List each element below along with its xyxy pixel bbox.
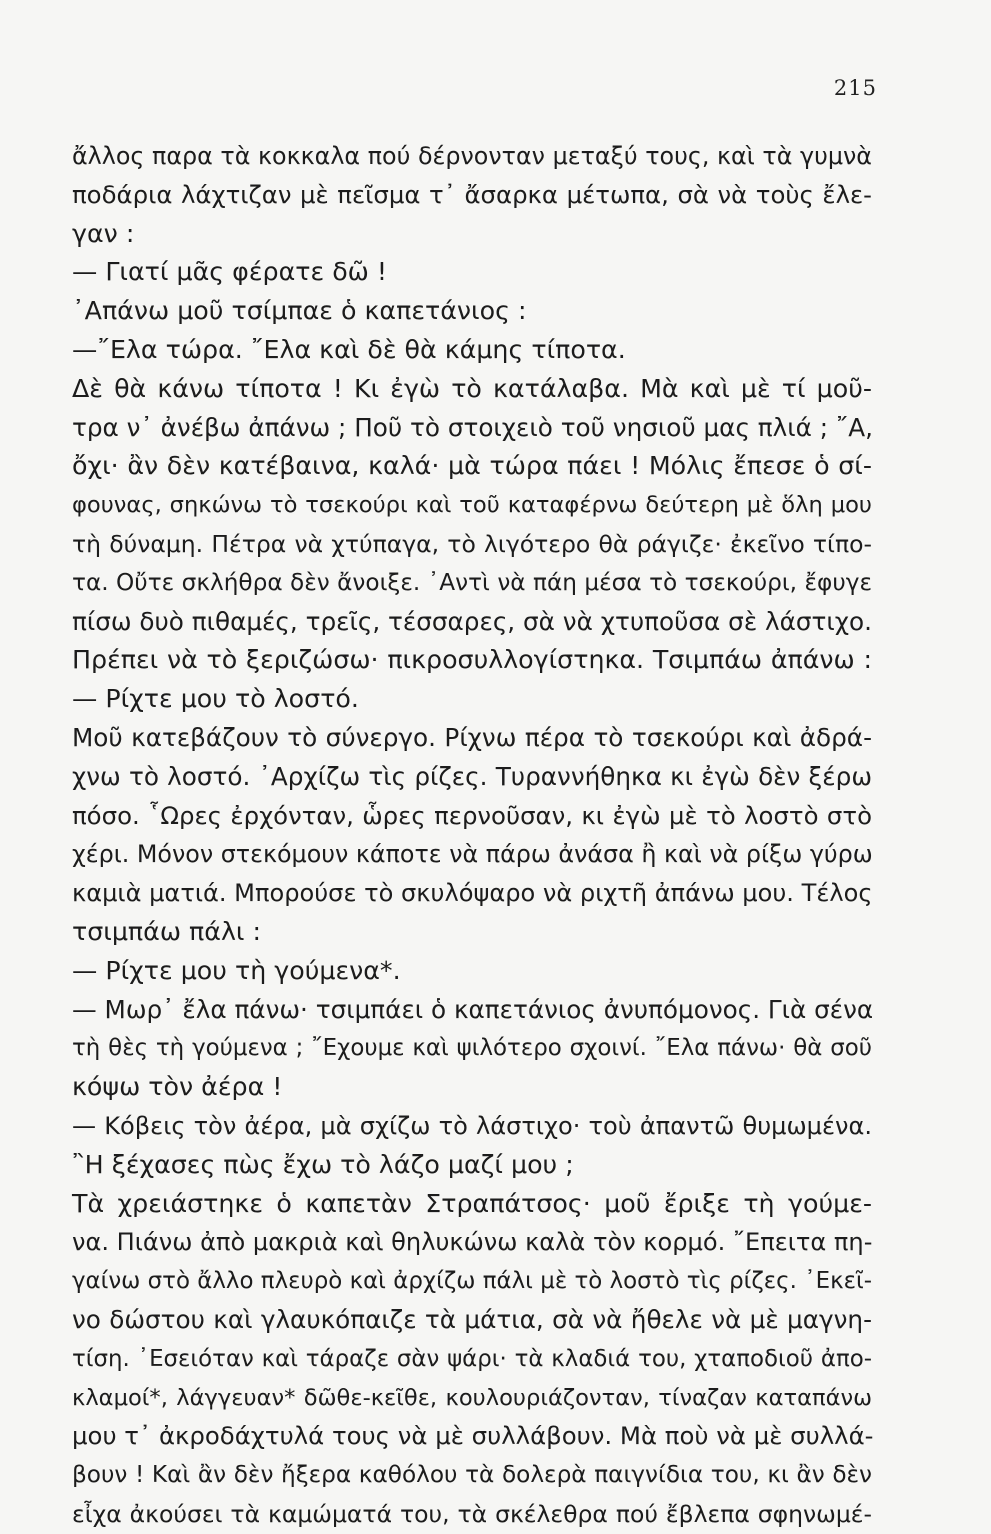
text-line: — Μωρ᾽ ἔλα πάνω· τσιμπάει ὁ καπετάνιος ἀνυπόμονος. Γιὰ σένα	[72, 994, 874, 1024]
text-line: να. Πιάνω ἀπὸ μακριὰ καὶ θηλυκώνω καλὰ τὸν κορμό. ῎Επειτα πη-	[72, 1228, 873, 1257]
text-line: γαίνω στὸ ἄλλο πλευρὸ καὶ ἀρχίζω πάλι μὲ τὸ λοστὸ τὶς ρίζες. ᾽Εκεῖ-	[72, 1268, 872, 1295]
text-line: — Κόβεις τὸν ἀέρα, μὰ σχίζω τὸ λάστιχο· τοὺ ἀπαντῶ θυμωμένα.	[72, 1111, 872, 1140]
text-line: τίση. ᾽Εσειόταν καὶ τάραζε σὰν ψάρι· τὰ κλαδιά του, χταποδιοῦ ἀπο-	[72, 1345, 872, 1372]
text-line: —῎Ελα τώρα. ῎Ελα καὶ δὲ θὰ κάμης τίποτα.	[72, 334, 626, 364]
text-line: χνω τὸ λοστό. ᾽Αρχίζω τὶς ρίζες. Τυραννήθηκα κι ἐγὼ δὲν ξέρω	[72, 761, 872, 791]
text-line: εἶχα ἀκούσει τὰ καμώματά του, τὰ σκέλεθρα πού ἔβλεπα σφηνωμέ-	[72, 1499, 872, 1528]
text-line: Μοῦ κατεβάζουν τὸ σύνεργο. Ρίχνω πέρα τὸ τσεκούρι καὶ ἀδρά-	[72, 722, 872, 752]
text-line: μου τ᾽ ἀκροδάχτυλά τους νὰ μὲ συλλάβουν. Μὰ ποὺ νὰ μὲ συλλά-	[72, 1421, 874, 1451]
text-line: πίσω δυὸ πιθαμές, τρεῖς, τέσσαρες, σὰ νὰ χτυποῦσα σὲ λάστιχο.	[72, 606, 872, 636]
text-line: πόσο. ῟Ωρες ἐρχόνταν, ὧρες περνοῦσαν, κι ἐγὼ μὲ τὸ λοστὸ στὸ	[72, 800, 872, 830]
text-line: κλαμοί*, λάγγευαν* δῶθε-κεῖθε, κουλουριάζονταν, τίναζαν καταπάνω	[72, 1384, 872, 1411]
text-line: ὄχι· ἂν δὲν κατέβαινα, καλά· μὰ τώρα πάει ! Μόλις ἔπεσε ὁ σί-	[72, 451, 872, 481]
text-line: χέρι. Μόνον στεκόμουν κάποτε νὰ πάρω ἀνάσα ἢ καὶ νὰ ρίξω γύρω	[72, 840, 873, 869]
page-number: 215	[833, 76, 877, 100]
text-line: ποδάρια λάχτιζαν μὲ πεῖσμα τ᾽ ἄσαρκα μέτωπα, σὰ νὰ τοὺς ἔλε-	[72, 179, 872, 209]
text-line: γαν :	[72, 218, 135, 248]
text-line: καμιὰ ματιά. Μπορούσε τὸ σκυλόψαρο νὰ ριχτῆ ἀπάνω μου. Τέλος	[72, 879, 873, 908]
text-line: Πρέπει νὰ τὸ ξεριζώσω· πικροσυλλογίστηκα. Τσιμπάω ἀπάνω :	[72, 645, 872, 675]
text-line: ῍Η ξέχασες πὼς ἔχω τὸ λάζο μαζί μου ;	[72, 1149, 574, 1179]
body-text	[72, 137, 872, 1534]
text-line: τὴ δύναμη. Πέτρα νὰ χτύπαγα, τὸ λιγότερο θὰ ράγιζε· ἐκεῖνο τίπο-	[72, 529, 872, 558]
text-line: τρα ν᾽ ἀνέβω ἀπάνω ; Ποῦ τὸ στοιχειὸ τοῦ νησιοῦ μας πλιά ; ῎Α,	[72, 412, 873, 442]
text-line: νο δώστου καὶ γλαυκόπαιζε τὰ μάτια, σὰ νὰ ἤθελε νὰ μὲ μαγνη-	[72, 1304, 872, 1334]
text-line: — Ρίχτε μου τὸ λοστό.	[72, 684, 359, 714]
text-line: τα. Οὔτε σκλήθρα δὲν ἄνοιξε. ᾽Αντὶ νὰ πάη μέσα τὸ τσεκούρι, ἔφυγε	[72, 568, 872, 596]
text-line: κόψω τὸν ἀέρα !	[72, 1072, 283, 1102]
text-line: βουν ! Καὶ ἂν δὲν ἤξερα καθόλου τὰ δολερὰ παιγνίδια του, κι ἂν δὲν	[72, 1461, 872, 1489]
text-line: Τὰ χρειάστηκε ὁ καπετὰν Στραπάτσος· μοῦ ἔριξε τὴ γούμε-	[72, 1188, 872, 1218]
text-line: φουνας, σηκώνω τὸ τσεκούρι καὶ τοῦ καταφέρνω δεύτερη μὲ ὅλη μου	[72, 492, 872, 519]
text-line: ᾽Απάνω μοῦ τσίμπαε ὁ καπετάνιος :	[72, 296, 527, 326]
text-line: — Γιατί μᾶς φέρατε δῶ !	[72, 257, 388, 287]
text-line: τσιμπάω πάλι :	[72, 916, 262, 946]
text-line: ἄλλος παρα τὰ κοκκαλα πού δέρνονταν μεταξύ τους, καὶ τὰ γυμνὰ	[72, 142, 872, 170]
text-line: τὴ θὲς τὴ γούμενα ; ῎Εχουμε καὶ ψιλότερο σχοινί. ῎Ελα πάνω· θὰ σοῦ	[72, 1035, 872, 1062]
text-line: Δὲ θὰ κάνω τίποτα ! Κι ἐγὼ τὸ κατάλαβα. Μὰ καὶ μὲ τί μοῦ-	[72, 373, 872, 403]
text-line: — Ρίχτε μου τὴ γούμενα*.	[72, 955, 401, 985]
